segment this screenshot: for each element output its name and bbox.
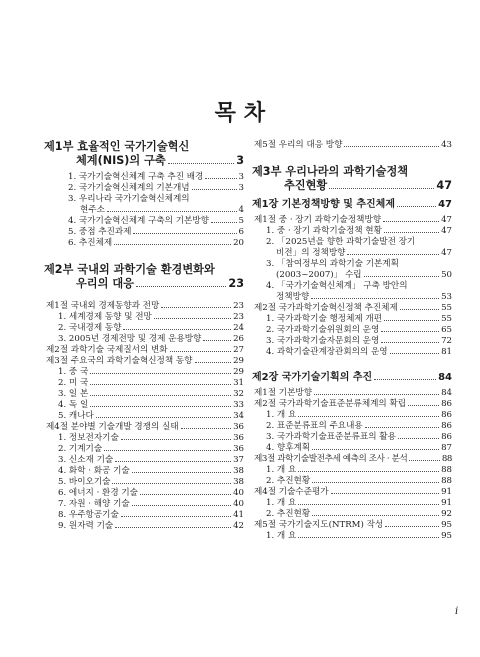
toc-entry[interactable]: 3. 신소재 기술 37	[58, 455, 244, 465]
page-ref: 23	[228, 277, 244, 290]
toc-entry[interactable]: 6. 에너지 · 환경 기술 40	[58, 488, 244, 498]
toc-entry[interactable]: 비전」의 정책방향 47	[276, 248, 452, 258]
toc-entry[interactable]: 3. 2005년 경제전망 및 경제 운용방향 26	[58, 334, 244, 344]
page-title: 목 차	[214, 100, 266, 126]
toc-entry[interactable]: 2. 추진현황 92	[266, 509, 452, 519]
toc-entry[interactable]: 제4절 기술수준평가 91	[254, 487, 452, 497]
toc-entry[interactable]: 3. 국가과학기술자문회의 운영 72	[266, 336, 452, 346]
toc-entry[interactable]: 4. 국가기술혁신체계 구축의 기본방향 5	[68, 216, 244, 226]
toc-entry[interactable]: 1. 개 요 86	[266, 410, 452, 420]
toc-left-column	[44, 140, 244, 532]
part-title-line2: 체계(NIS)의 구축	[76, 154, 166, 167]
toc-entry[interactable]: 3. 우리나라 국가기술혁신체계의	[68, 194, 190, 204]
toc-entry[interactable]: 정책방향 53	[276, 292, 452, 302]
toc-entry[interactable]: 2. 국내경제 동향 24	[58, 323, 244, 333]
toc-entry[interactable]: 1. 중 · 장기 과학기술정책 현황 47	[266, 226, 452, 236]
part-title-line1: 제2부 국내외 과학기술 환경변화와	[44, 263, 215, 276]
page-ref: 47	[436, 179, 452, 192]
toc-entry[interactable]: 제2절 과학기술 국제질서의 변화 27	[46, 345, 244, 355]
toc-entry[interactable]: 제2절 국가과학기술표준분류체계의 확립 86	[254, 399, 452, 409]
toc-entry[interactable]: 제1절 기본방향 84	[254, 388, 452, 398]
toc-chapter-heading[interactable]: 제2장 국가기술기획의 추진 84	[252, 372, 452, 383]
toc-entry[interactable]: 4. 향후계획 87	[266, 443, 452, 453]
toc-entry[interactable]: 7. 자원 · 해양 기술 40	[58, 499, 244, 509]
toc-entry[interactable]: 1. 국가과학기술 행정체제 개편 55	[266, 314, 452, 324]
toc-entry[interactable]: 제5절 우리의 대응 방향 43	[254, 140, 452, 150]
toc-entry[interactable]: 1. 정보전자기술 36	[58, 433, 244, 443]
toc-entry[interactable]: 1. 개 요 91	[266, 498, 452, 508]
part-title-line1: 제3부 우리나라의 과학기술정책	[252, 165, 409, 178]
toc-entry[interactable]: 현주소 4	[80, 205, 244, 215]
toc-entry[interactable]: 4. 「국가기술혁신체계」 구축 방안의	[266, 281, 408, 291]
toc-entry[interactable]: 2. 추진현황 88	[266, 476, 452, 486]
toc-entry[interactable]: 제1절 국내외 경제동향과 전망 23	[46, 301, 244, 311]
toc-chapter-heading[interactable]: 제1장 기본정책방향 및 추진체제 47	[252, 199, 452, 210]
toc-part-heading[interactable]	[252, 165, 452, 193]
toc-entry[interactable]: 제1절 중 · 장기 과학기술정책방향 47	[254, 215, 452, 225]
toc-right-column	[252, 140, 452, 542]
toc-entry[interactable]: 9. 원자력 기술 42	[58, 521, 244, 531]
page-number: i	[455, 606, 459, 617]
toc-entry[interactable]: 제3절 과학기술발전추세 예측의 조사 · 분석 88	[254, 454, 452, 464]
toc-entry[interactable]: 1. 개 요 88	[266, 465, 452, 475]
page-ref: 3	[236, 154, 244, 167]
toc-entry[interactable]: (2003~2007)」 수립 50	[276, 270, 452, 280]
toc-entry[interactable]: 제2절 국가과학기술혁신정책 추진체제 55	[254, 303, 452, 313]
toc-entry[interactable]: 5. 중점 추진과제 6	[68, 227, 244, 237]
toc-entry[interactable]: 3. 「참여정부의 과학기술 기본계획	[266, 259, 399, 269]
toc-entry[interactable]: 1. 국가기술혁신체계 구축 추진 배경 3	[68, 172, 244, 182]
part-title-line2: 추진현황	[284, 179, 328, 192]
toc-part-heading[interactable]	[44, 140, 244, 168]
toc-entry[interactable]: 1. 개 요 95	[266, 531, 452, 541]
toc-entry[interactable]: 5. 바이오기술 38	[58, 477, 244, 487]
toc-entry[interactable]: 3. 일 본 32	[58, 389, 244, 399]
part-title-line1: 제1부 효율적인 국가기술혁신	[44, 140, 190, 153]
toc-entry[interactable]: 4. 독 일 33	[58, 400, 244, 410]
toc-entry[interactable]: 1. 세계경제 동향 및 전망 23	[58, 312, 244, 322]
toc-entry[interactable]: 2. 국가과학기술위원회의 운영 65	[266, 325, 452, 335]
toc-entry[interactable]: 6. 추진체제 20	[68, 238, 244, 248]
toc-entry[interactable]: 1. 중 국 29	[58, 367, 244, 377]
toc-entry[interactable]: 2. 「2025년을 향한 과학기술발전 장기	[266, 237, 416, 247]
toc-part-heading[interactable]	[44, 263, 244, 291]
toc-entry[interactable]: 4. 화학 · 화공 기술 38	[58, 466, 244, 476]
dot-leader	[168, 163, 234, 164]
toc-entry[interactable]: 4. 과학기술관계장관회의의 운영 81	[266, 347, 452, 357]
dot-leader	[329, 188, 434, 189]
toc-entry[interactable]: 3. 국가과학기술표준분류표의 활용 86	[266, 432, 452, 442]
toc-entry[interactable]: 2. 국가기술혁신체계의 기본개념 3	[68, 183, 244, 193]
toc-entry[interactable]: 제4절 분야별 기술개발 경쟁의 실태 36	[46, 422, 244, 432]
toc-entry[interactable]: 제5절 국가기술지도(NTRM) 작성 95	[254, 520, 452, 530]
toc-entry[interactable]: 2. 기계기술 36	[58, 444, 244, 454]
toc-entry[interactable]: 5. 캐나다 34	[58, 411, 244, 421]
toc-entry[interactable]: 2. 미 국 31	[58, 378, 244, 388]
toc-entry[interactable]: 2. 표준분류표의 주요내용 86	[266, 421, 452, 431]
toc-entry[interactable]: 8. 우주항공기술 41	[58, 510, 244, 520]
dot-leader	[136, 286, 226, 287]
part-title-line2: 우리의 대응	[76, 277, 134, 290]
toc-entry[interactable]: 제3절 주요국의 과학기술혁신정책 동향 29	[46, 356, 244, 366]
